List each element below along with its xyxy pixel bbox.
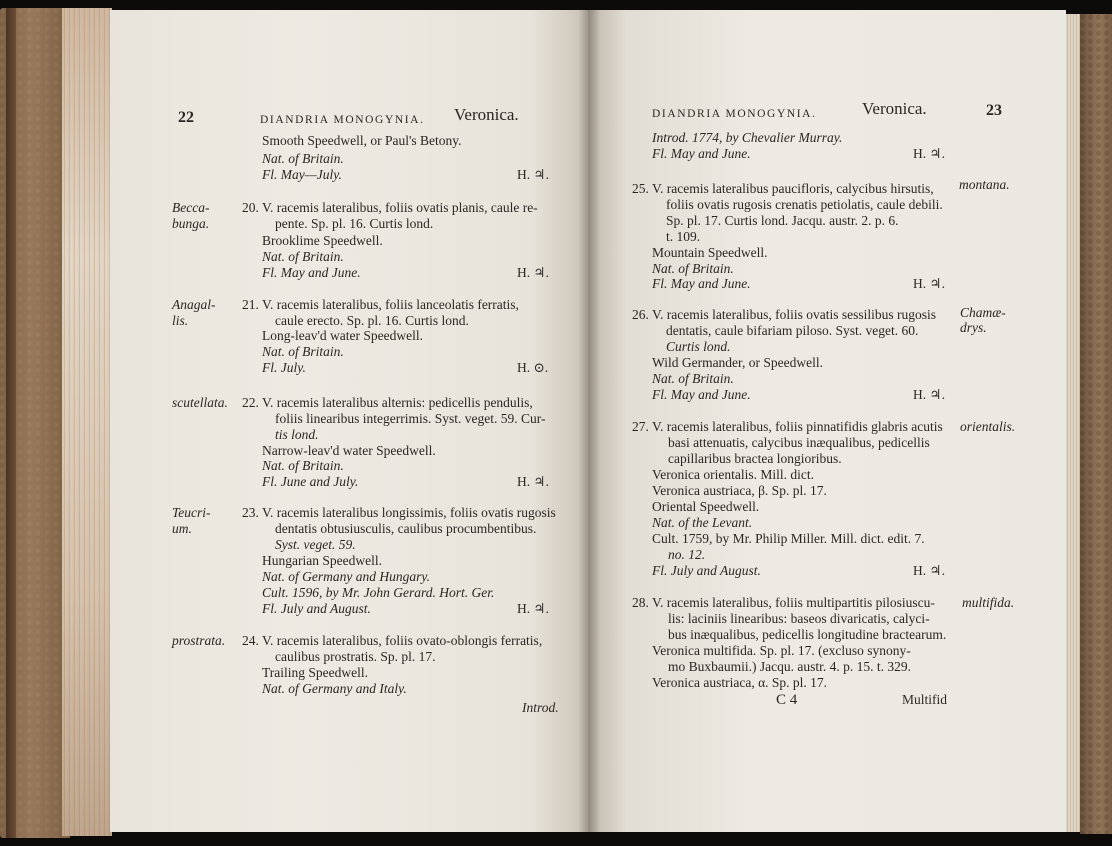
text-line: 23. V. racemis lateralibus longissimis, foliis ovatis rugosis xyxy=(242,505,556,520)
signature-mark: C 4 xyxy=(776,692,798,708)
text-line: Fl. July and August. xyxy=(652,563,761,578)
text-line: 26. V. racemis lateralibus, foliis ovatis sessilibus rugosis xyxy=(632,307,936,322)
hardiness: H. ♃. xyxy=(517,167,549,182)
margin-species-name: Anagal- xyxy=(172,297,216,312)
text-line: lis: laciniis linearibus: baseos divaricatis, calyci- xyxy=(668,611,930,626)
catchword: Introd. xyxy=(522,700,559,715)
text-line: mo Buxbaumii.) Jacqu. austr. 4. p. 15. t. 329. xyxy=(668,659,911,674)
hardiness: H. ♃. xyxy=(517,474,549,489)
page-edges-left xyxy=(62,8,112,836)
text-line: Narrow-leav'd water Speedwell. xyxy=(262,443,436,458)
text-line: Nat. of Britain. xyxy=(262,151,344,166)
text-line: 28. V. racemis lateralibus, foliis multipartitis pilosiuscu- xyxy=(632,595,935,610)
text-line: caulibus prostratis. Sp. pl. 17. xyxy=(275,649,436,664)
running-head: DIANDRIA MONOGYNIA. xyxy=(260,114,425,126)
text-line: Fl. May and June. xyxy=(652,146,751,161)
running-genus: Veronica. xyxy=(454,105,519,124)
hardiness: H. ⊙. xyxy=(517,360,549,375)
text-line: Trailing Speedwell. xyxy=(262,665,368,680)
margin-species-name: Chamæ- xyxy=(960,305,1006,320)
hardiness: H. ♃. xyxy=(913,563,945,578)
text-line: Nat. of Germany and Italy. xyxy=(262,681,407,696)
text-line: Smooth Speedwell, or Paul's Betony. xyxy=(262,133,462,148)
text-line: Fl. May and June. xyxy=(652,276,751,291)
text-line: tis lond. xyxy=(275,427,319,442)
hardiness: H. ♃. xyxy=(517,265,549,280)
text-line: Fl. May—July. xyxy=(262,167,342,182)
text-line: 20. V. racemis lateralibus, foliis ovatis planis, caule re- xyxy=(242,200,538,215)
text-line: Cult. 1759, by Mr. Philip Miller. Mill. dict. edit. 7. xyxy=(652,531,925,546)
running-head: DIANDRIA MONOGYNIA. xyxy=(652,108,817,120)
text-line: Sp. pl. 17. Curtis lond. Jacqu. austr. 2. p. 6. xyxy=(666,213,899,228)
margin-species-name: scutellata. xyxy=(172,395,228,410)
text-line: Syst. veget. 59. xyxy=(275,537,356,552)
text-line: Fl. May and June. xyxy=(652,387,751,402)
page-number: 22 xyxy=(178,109,194,126)
text-line: Fl. July. xyxy=(262,360,306,375)
text-line: capillaribus bractea longioribus. xyxy=(668,451,842,466)
margin-species-name: prostrata. xyxy=(172,633,226,648)
running-genus: Veronica. xyxy=(862,99,927,118)
hardiness: H. ♃. xyxy=(517,601,549,616)
text-line: no. 12. xyxy=(668,547,706,562)
text-line: Brooklime Speedwell. xyxy=(262,233,383,248)
text-line: basi attenuatis, calycibus inæqualibus, pedicellis xyxy=(668,435,930,450)
text-line: 27. V. racemis lateralibus, foliis pinnatifidis glabris acutis xyxy=(632,419,943,434)
text-line: pente. Sp. pl. 16. Curtis lond. xyxy=(275,216,434,231)
text-line: Veronica multifida. Sp. pl. 17. (excluso synony- xyxy=(652,643,911,658)
text-line: Oriental Speedwell. xyxy=(652,499,760,514)
page-number: 23 xyxy=(986,102,1002,119)
hardiness: H. ♃. xyxy=(913,387,945,402)
text-line: t. 109. xyxy=(666,229,701,244)
margin-species-name: bunga. xyxy=(172,216,210,231)
margin-species-name: orientalis. xyxy=(960,419,1016,434)
margin-species-name: montana. xyxy=(959,177,1010,192)
hardiness: H. ♃. xyxy=(913,146,945,161)
text-line: 22. V. racemis lateralibus alternis: pedicellis pendulis, xyxy=(242,395,533,410)
text-line: Curtis lond. xyxy=(666,339,731,354)
text-line: dentatis, caule bifariam piloso. Syst. veget. 60. xyxy=(666,323,919,338)
text-line: Introd. 1774, by Chevalier Murray. xyxy=(652,130,843,145)
text-line: foliis ovatis rugosis crenatis petiolatis, caule debili. xyxy=(666,197,943,212)
text-line: Nat. of Britain. xyxy=(262,249,344,264)
text-line: 25. V. racemis lateralibus paucifloris, calycibus hirsutis, xyxy=(632,181,934,196)
text-line: Nat. of Britain. xyxy=(652,371,734,386)
text-line: Veronica austriaca, β. Sp. pl. 17. xyxy=(652,483,827,498)
book-cover-right xyxy=(1080,14,1112,834)
text-line: dentatis obtusiusculis, caulibus procumbentibus. xyxy=(275,521,537,536)
text-line: Fl. May and June. xyxy=(262,265,361,280)
margin-species-name: um. xyxy=(172,521,192,536)
margin-species-name: drys. xyxy=(960,320,987,335)
text-line: Long-leav'd water Speedwell. xyxy=(262,328,423,343)
text-line: Cult. 1596, by Mr. John Gerard. Hort. Ger. xyxy=(262,585,495,600)
book-gutter xyxy=(578,10,600,832)
text-line: Veronica austriaca, α. Sp. pl. 17. xyxy=(652,675,828,690)
margin-species-name: Becca- xyxy=(172,200,210,215)
book-cover-left xyxy=(0,8,70,838)
text-line: 21. V. racemis lateralibus, foliis lanceolatis ferratis, xyxy=(242,297,519,312)
text-line: Nat. of Germany and Hungary. xyxy=(262,569,430,584)
text-line: Nat. of the Levant. xyxy=(652,515,753,530)
text-line: caule erecto. Sp. pl. 16. Curtis lond. xyxy=(275,313,469,328)
text-line: foliis linearibus integerrimis. Syst. veget. 59. Cur- xyxy=(275,411,546,426)
text-line: Fl. July and August. xyxy=(262,601,371,616)
text-line: 24. V. racemis lateralibus, foliis ovato-oblongis ferratis, xyxy=(242,633,543,648)
catchword: Multifid xyxy=(902,692,948,707)
margin-species-name: lis. xyxy=(172,313,189,328)
text-line: Mountain Speedwell. xyxy=(652,245,768,260)
margin-species-name: Teucri- xyxy=(172,505,211,520)
text-line: bus inæqualibus, pedicellis longitudine bractearum. xyxy=(668,627,947,642)
text-line: Nat. of Britain. xyxy=(652,261,734,276)
text-line: Fl. June and July. xyxy=(262,474,359,489)
text-line: Nat. of Britain. xyxy=(262,458,344,473)
text-line: Veronica orientalis. Mill. dict. xyxy=(652,467,814,482)
text-line: Hungarian Speedwell. xyxy=(262,553,382,568)
margin-species-name: multifida. xyxy=(962,595,1015,610)
hardiness: H. ♃. xyxy=(913,276,945,291)
text-line: Nat. of Britain. xyxy=(262,344,344,359)
text-line: Wild Germander, or Speedwell. xyxy=(652,355,823,370)
